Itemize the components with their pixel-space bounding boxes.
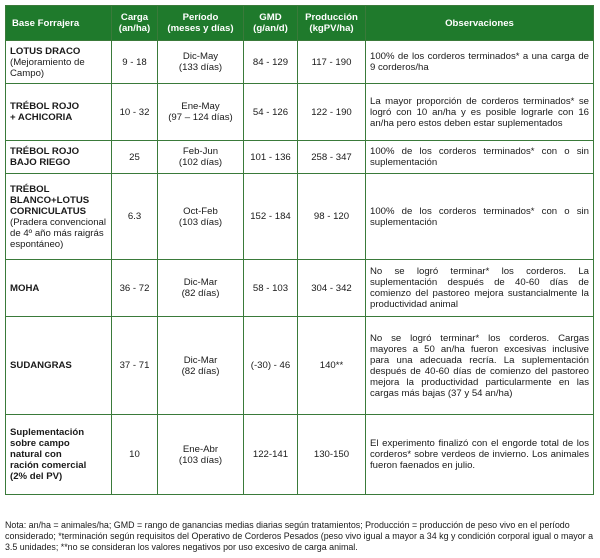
produccion-cell: 98 - 120 <box>298 174 366 260</box>
table-row <box>6 84 594 141</box>
produccion-cell: 258 - 347 <box>298 141 366 174</box>
header-produccion: Producción (kgPV/ha) <box>298 6 366 41</box>
gmd-cell: 54 - 126 <box>244 84 298 141</box>
periodo-cell: Dic-May (133 días) <box>158 41 244 84</box>
base-cell: LOTUS DRACO (Mejoramiento de Campo) <box>6 41 112 84</box>
produccion-cell: 122 - 190 <box>298 84 366 141</box>
table-row <box>6 317 594 415</box>
table-footnote: Nota: an/ha = animales/ha; GMD = rango de ganancias medias diarias según tratamientos; Producción = producción de peso vivo en el período considerado; *terminación según requisitos del Operativo de Corderos Pesados (peso vivo igual a mayor a 34 kg y condición corporal igual o mayor a 3.5 unidades; **no se consideran los valores negativos por uso excesivo de carga animal. <box>5 520 594 552</box>
header-carga: Carga (an/ha) <box>112 6 158 41</box>
header-periodo: Período (meses y días) <box>158 6 244 41</box>
observaciones-cell: El experimento finalizó con el engorde total de los corderos* sobre verdeos de invierno. Los animales fueron faenados en julio. <box>366 415 594 495</box>
carga-cell: 10 <box>112 415 158 495</box>
base-cell: Suplementación sobre campo natural con ración comercial (2% del PV) <box>6 415 112 495</box>
periodo-cell: Feb-Jun (102 días) <box>158 141 244 174</box>
gmd-cell: 122-141 <box>244 415 298 495</box>
produccion-cell: 130-150 <box>298 415 366 495</box>
gmd-cell: 101 - 136 <box>244 141 298 174</box>
observaciones-cell: No se logró terminar* los corderos. La suplementación después de 40-60 días de comienzo del pastoreo mejora sustancialmente la productividad animal <box>366 260 594 317</box>
carga-cell: 36 - 72 <box>112 260 158 317</box>
base-cell: SUDANGRAS <box>6 317 112 415</box>
table-row <box>6 141 594 174</box>
periodo-cell: Dic-Mar (82 días) <box>158 260 244 317</box>
observaciones-cell: 100% de los corderos terminados* con o sin suplementación <box>366 141 594 174</box>
header-observaciones: Observaciones <box>366 6 594 41</box>
forage-results-table <box>5 5 594 495</box>
base-cell: TRÉBOL ROJO BAJO RIEGO <box>6 141 112 174</box>
header-gmd: GMD (g/an/d) <box>244 6 298 41</box>
gmd-cell: 58 - 103 <box>244 260 298 317</box>
gmd-cell: 84 - 129 <box>244 41 298 84</box>
base-cell: TRÉBOL ROJO + ACHICORIA <box>6 84 112 141</box>
produccion-cell: 117 - 190 <box>298 41 366 84</box>
carga-cell: 10 - 32 <box>112 84 158 141</box>
periodo-cell: Ene-May (97 – 124 días) <box>158 84 244 141</box>
base-cell: TRÉBOL BLANCO+LOTUS CORNICULATUS (Pradera convencional de 4º año más raigrás espontáneo) <box>6 174 112 260</box>
observaciones-cell: 100% de los corderos terminados* con o sin suplementación <box>366 174 594 260</box>
carga-cell: 6.3 <box>112 174 158 260</box>
carga-cell: 9 - 18 <box>112 41 158 84</box>
observaciones-cell: 100% de los corderos terminados* a una carga de 9 corderos/ha <box>366 41 594 84</box>
header-row <box>6 6 594 41</box>
base-cell: MOHA <box>6 260 112 317</box>
header-base: Base Forrajera <box>6 6 112 41</box>
table-row <box>6 41 594 84</box>
table-row <box>6 174 594 260</box>
gmd-cell: (-30) - 46 <box>244 317 298 415</box>
periodo-cell: Dic-Mar (82 días) <box>158 317 244 415</box>
produccion-cell: 140** <box>298 317 366 415</box>
carga-cell: 37 - 71 <box>112 317 158 415</box>
observaciones-cell: No se logró terminar* los corderos. Cargas mayores a 50 an/ha fueron excesivas inclusive para una adecuada recría. La suplementación después de 40-60 días de comienzo del pastoreo mejora la productividad particularmente en las cargas más bajas (37 y 54 an/ha) <box>366 317 594 415</box>
gmd-cell: 152 - 184 <box>244 174 298 260</box>
table-row <box>6 260 594 317</box>
observaciones-cell: La mayor proporción de corderos terminados* se logró con 10 an/ha y es posible lograrle con 16 an/ha pero estos deben estar suplementados <box>366 84 594 141</box>
table-row <box>6 415 594 495</box>
carga-cell: 25 <box>112 141 158 174</box>
periodo-cell: Oct-Feb (103 días) <box>158 174 244 260</box>
periodo-cell: Ene-Abr (103 días) <box>158 415 244 495</box>
produccion-cell: 304 - 342 <box>298 260 366 317</box>
